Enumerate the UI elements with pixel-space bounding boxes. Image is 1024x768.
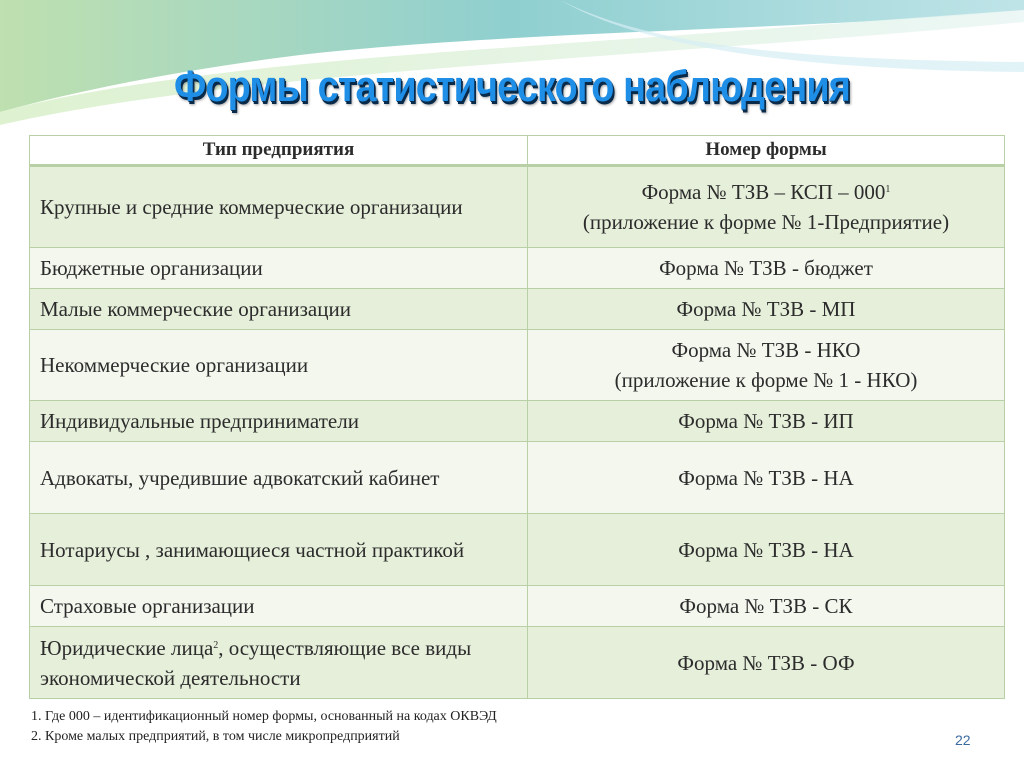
table-row [30,514,1005,586]
forms-table [29,135,1005,699]
cell-form [528,166,1005,248]
table-row [30,586,1005,627]
cell-form: Форма № ТЗВ - НА [528,442,1005,514]
type-text-before: Юридические лица [40,635,214,660]
table-row [30,248,1005,289]
table-row [30,627,1005,699]
cell-form: Форма № ТЗВ - НА [528,514,1005,586]
cell-type: Крупные и средние коммерческие организации [30,166,528,248]
cell-type: Страховые организации [30,586,528,627]
form-line2: (приложение к форме № 1-Предприятие) [582,210,950,234]
cell-type: Некоммерческие организации [30,330,528,401]
form-line1: Форма № ТЗВ - НКО [671,338,861,362]
footnote-ref: 2 [213,639,219,651]
table-row [30,442,1005,514]
cell-form: Форма № ТЗВ - ИП [528,401,1005,442]
header-form: Номер формы [528,136,1005,166]
cell-form: Форма № ТЗВ - ОФ [528,627,1005,699]
cell-type: Малые коммерческие организации [30,289,528,330]
cell-type: Адвокаты, учредившие адвокатский кабинет [30,442,528,514]
table-row [30,166,1005,248]
form-line2: (приложение к форме № 1 - НКО) [614,368,918,392]
page-title: Формы статистического наблюдения [173,62,851,111]
footnote-2: 2. Кроме малых предприятий, в том числе микропредприятий [31,729,400,744]
cell-type: Бюджетные организации [30,248,528,289]
footnotes [31,707,497,747]
table-row [30,330,1005,401]
cell-type: Индивидуальные предприниматели [30,401,528,442]
table-row [30,401,1005,442]
cell-form: Форма № ТЗВ - МП [528,289,1005,330]
page-number: 22 [955,732,971,748]
cell-form [528,330,1005,401]
table-row [30,289,1005,330]
type-text-after: , осуществляющие все виды экономической деятельности [40,635,472,690]
form-line1: Форма № ТЗВ – КСП – 000 [641,180,886,204]
cell-form: Форма № ТЗВ - бюджет [528,248,1005,289]
header-type: Тип предприятия [30,136,528,166]
cell-form: Форма № ТЗВ - СК [528,586,1005,627]
footnote-1: 1. Где 000 – идентификационный номер формы, основанный на кодах ОКВЭД [31,709,497,724]
cell-type: Нотариусы , занимающиеся частной практикой [30,514,528,586]
cell-type [30,627,528,699]
table-header-row [30,136,1005,166]
footnote-ref: 1 [885,184,891,195]
